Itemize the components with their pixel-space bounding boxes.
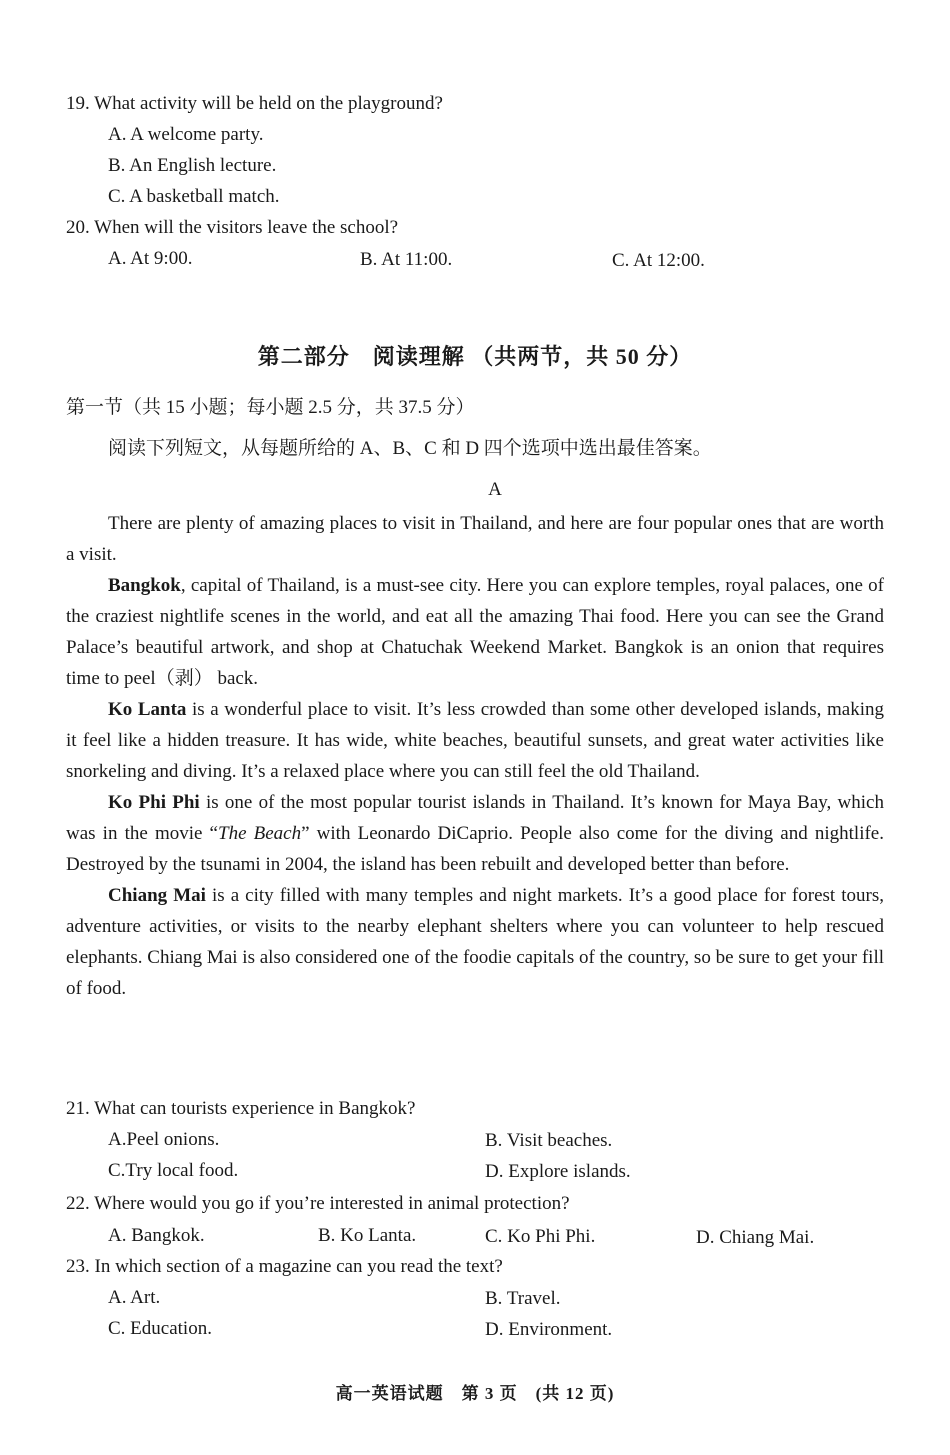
place-name-chiang-mai: Chiang Mai: [108, 885, 206, 906]
question-21-option-c: C.Try local food.: [108, 1160, 239, 1181]
question-20-option-a: A. At 9:00.: [108, 248, 193, 269]
place-name-ko-phi-phi: Ko Phi Phi: [108, 792, 200, 813]
question-22-option-b: B. Ko Lanta.: [318, 1225, 417, 1246]
question-19-stem: 19. What activity will be held on the playground?: [66, 93, 443, 114]
passage-intro: There are plenty of amazing places to visit in Thailand, and here are four popular ones that are worth a visit.: [66, 513, 884, 565]
place-name-bangkok: Bangkok: [108, 575, 181, 596]
question-20-option-c: C. At 12:00.: [612, 250, 705, 271]
paragraph-bangkok: [66, 570, 884, 694]
question-21-option-a: A.Peel onions.: [108, 1129, 220, 1150]
question-22-option-a: A. Bangkok.: [108, 1225, 205, 1246]
instruction: 阅读下列短文，从每题所给的 A、B、C 和 D 四个选项中选出最佳答案。: [108, 438, 712, 459]
passage-label: A: [488, 479, 502, 500]
paragraph-text: ” with Leonardo DiCaprio. People also come for the diving and nightlife. Destroyed by the tsunami in 2004, the island has been rebuilt and developed better than before.: [66, 823, 884, 875]
question-19-option-b: B. An English lecture.: [108, 155, 277, 176]
paragraph-text: is a city filled with many temples and night markets. It’s a good place for forest tours, adventure activities, or visits to the nearby elephant shelters where you can volunteer to help rescued elephants. Chiang Mai is also considered one of the foodie capitals of the country, so be sure to get your fill of food.: [66, 885, 884, 999]
paragraph-chiang-mai: [66, 880, 884, 1004]
paragraph-ko-lanta: [66, 694, 884, 787]
question-21-option-d: D. Explore islands.: [485, 1161, 631, 1182]
question-23-option-d: D. Environment.: [485, 1319, 613, 1340]
question-23-option-c: C. Education.: [108, 1318, 212, 1339]
paragraph-text: , capital of Thailand, is a must-see city. Here you can explore temples, royal palaces, one of the craziest nightlife scenes in the world, and eat all the amazing Thai food. Here you can see the Grand Palace’s beautiful artwork, and shop at Chatuchak Weekend Market. Bangkok is an onion that requires time to peel（剥） back.: [66, 575, 884, 689]
paragraph-ko-phi-phi: [66, 787, 884, 880]
page-footer: 高一英语试题 第 3 页 (共 12 页): [335, 1384, 615, 1403]
question-19-option-c: C. A basketball match.: [108, 186, 280, 207]
question-20-stem: 20. When will the visitors leave the school?: [66, 217, 399, 238]
question-23-option-b: B. Travel.: [485, 1288, 561, 1309]
paragraph-text: is one of the most popular tourist islands in Thailand. It’s known for Maya Bay, which was in the movie “: [66, 792, 884, 844]
passage: [66, 508, 884, 1004]
question-20-option-b: B. At 11:00.: [360, 249, 453, 270]
place-name-ko-lanta: Ko Lanta: [108, 699, 187, 720]
question-22-option-c: C. Ko Phi Phi.: [485, 1226, 596, 1247]
part-heading: 第二部分 阅读理解 （共两节，共 50 分）: [257, 344, 693, 369]
question-23-stem: 23. In which section of a magazine can you read the text?: [66, 1256, 503, 1277]
paragraph-text: is a wonderful place to visit. It’s less crowded than some other developed islands, making it feel like a hidden treasure. It has wide, white beaches, beautiful sunsets, and great water activities like snorkeling and diving. It’s a relaxed place where you can still feel the old Thailand.: [66, 699, 884, 782]
question-21-option-b: B. Visit beaches.: [485, 1130, 613, 1151]
movie-title: The Beach: [218, 823, 302, 844]
question-22-option-d: D. Chiang Mai.: [696, 1227, 815, 1248]
question-21-stem: 21. What can tourists experience in Bangkok?: [66, 1098, 416, 1119]
question-23-option-a: A. Art.: [108, 1287, 161, 1308]
question-22-stem: 22. Where would you go if you’re interested in animal protection?: [66, 1193, 570, 1214]
question-19-option-a: A. A welcome party.: [108, 124, 264, 145]
section-title: 第一节（共 15 小题；每小题 2.5 分，共 37.5 分）: [66, 397, 475, 418]
